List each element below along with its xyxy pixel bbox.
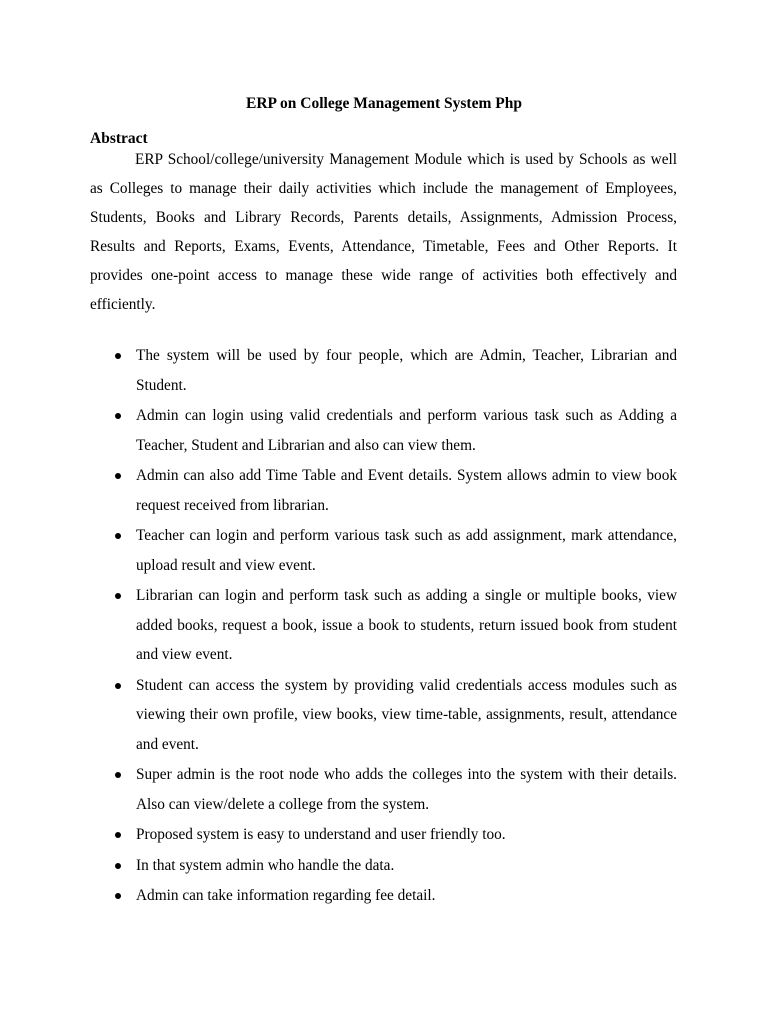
list-item	[90, 581, 677, 670]
list-item-text: Librarian can login and perform task such as adding a single or multiple books, view added books, request a book, issue a book to students, return issued book from student and view event.	[136, 587, 677, 663]
feature-list	[90, 341, 677, 912]
list-item	[90, 521, 677, 580]
abstract-heading: Abstract	[90, 130, 148, 147]
list-item	[90, 760, 677, 819]
bullet-icon	[115, 353, 121, 359]
list-item	[90, 881, 677, 911]
bullet-icon	[115, 593, 121, 599]
list-item	[90, 851, 677, 881]
bullet-icon	[115, 533, 121, 539]
bullet-icon	[115, 863, 121, 869]
bullet-icon	[115, 473, 121, 479]
bullet-icon	[115, 832, 121, 838]
list-item	[90, 341, 677, 400]
bullet-icon	[115, 772, 121, 778]
bullet-icon	[115, 683, 121, 689]
list-item-text: Admin can also add Time Table and Event details. System allows admin to view book request received from librarian.	[136, 467, 677, 514]
list-item-text: Student can access the system by providing valid credentials access modules such as viewing their own profile, view books, view time-table, assignments, result, attendance and event.	[136, 676, 677, 753]
list-item-text: The system will be used by four people, which are Admin, Teacher, Librarian and Student.	[136, 347, 677, 394]
list-item	[90, 461, 677, 520]
list-item	[90, 401, 677, 460]
abstract-paragraph: ERP School/college/university Management Module which is used by Schools as well as Colleges to manage their daily activities which include the management of Employees, Students, Books and Library Records, Parents details, Assignments, Admission Process, Results and Reports, Exams, Events, Attendance, Timetable, Fees and Other Reports. It provides one-point access to manage these wide range of activities both effectively and efficiently.	[90, 151, 677, 313]
list-item-text: Teacher can login and perform various task such as add assignment, mark attendance, upload result and view event.	[136, 527, 677, 574]
list-item-text: Admin can take information regarding fee detail.	[136, 887, 436, 904]
list-item	[90, 820, 677, 850]
list-item-text: In that system admin who handle the data.	[136, 856, 395, 874]
list-item-text: Proposed system is easy to understand and user friendly too.	[136, 826, 506, 843]
list-item	[90, 671, 677, 760]
list-item-text: Super admin is the root node who adds the colleges into the system with their details. Also can view/delete a college from the system.	[136, 766, 677, 813]
bullet-icon	[115, 413, 121, 419]
list-item-text: Admin can login using valid credentials and perform various task such as Adding a Teacher, Student and Librarian and also can view them.	[136, 407, 677, 454]
document-title: ERP on College Management System Php	[246, 95, 522, 112]
bullet-icon	[115, 893, 121, 899]
